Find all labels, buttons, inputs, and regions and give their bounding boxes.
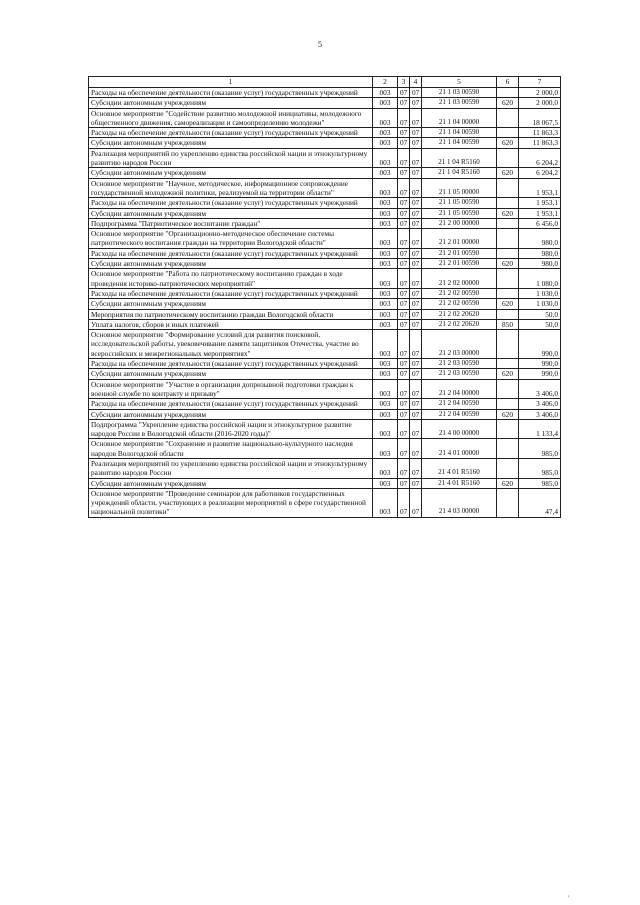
subsection-code-cell: 07 [410,369,422,379]
table-row [89,178,561,198]
expense-type-cell [497,269,519,289]
section-code-cell: 07 [398,138,410,148]
subsection-code-cell: 07 [410,299,422,309]
table-row [89,168,561,178]
amount-cell: 50,0 [519,319,561,329]
subsection-code-cell: 07 [410,248,422,258]
section-code-cell: 07 [398,88,410,98]
expense-type-cell: 620 [497,208,519,218]
table-header-row [89,77,561,88]
table-row [89,439,561,459]
department-code-cell: 003 [373,148,398,168]
department-code-cell: 003 [373,359,398,369]
table-row [89,399,561,409]
expense-name-cell: Расходы на обеспечение деятельности (оказание услуг) государственных учреждений [89,198,373,208]
target-article-cell: 21 4 01 00000 [422,439,497,459]
amount-cell: 1 953,1 [519,198,561,208]
table-row [89,458,561,478]
amount-cell: 11 863,3 [519,128,561,138]
department-code-cell: 003 [373,198,398,208]
column-header: 6 [497,77,519,88]
target-article-cell: 21 2 02 00590 [422,288,497,298]
department-code-cell: 003 [373,299,398,309]
subsection-code-cell: 07 [410,458,422,478]
subsection-code-cell: 07 [410,148,422,168]
expense-name-cell: Расходы на обеспечение деятельности (оказание услуг) государственных учреждений [89,359,373,369]
section-code-cell: 07 [398,359,410,369]
expense-type-cell [497,128,519,138]
section-code-cell: 07 [398,218,410,228]
target-article-cell: 21 1 04 R5160 [422,148,497,168]
expense-name-cell: Субсидии автономным учреждениям [89,259,373,269]
subsection-code-cell: 07 [410,168,422,178]
table-row [89,478,561,488]
expense-name-cell: Расходы на обеспечение деятельности (оказание услуг) государственных учреждений [89,399,373,409]
section-code-cell: 07 [398,108,410,128]
target-article-cell: 21 4 01 R5160 [422,478,497,488]
department-code-cell: 003 [373,269,398,289]
subsection-code-cell: 07 [410,359,422,369]
table-row [89,379,561,399]
column-header: 2 [373,77,398,88]
department-code-cell: 003 [373,458,398,478]
expense-name-cell: Субсидии автономным учреждениям [89,299,373,309]
expense-type-cell [497,330,519,359]
amount-cell: 985,0 [519,458,561,478]
expense-name-cell: Мероприятия по патриотическому воспитанию граждан Вологодской области [89,309,373,319]
target-article-cell: 21 4 00 00000 [422,419,497,439]
subsection-code-cell: 07 [410,198,422,208]
expense-name-cell: Основное мероприятие "Организационно-методическое обеспечение системы патриотического воспитания граждан на территории Вологодской области" [89,229,373,249]
column-header: 4 [410,77,422,88]
department-code-cell: 003 [373,319,398,329]
target-article-cell: 21 2 01 00590 [422,259,497,269]
department-code-cell: 003 [373,409,398,419]
table-row [89,419,561,439]
table-row [89,259,561,269]
section-code-cell: 07 [398,330,410,359]
page-number: 5 [318,40,322,49]
table-row [89,248,561,258]
table-row [89,229,561,249]
amount-cell: 2 000,0 [519,88,561,98]
amount-cell: 1 030,0 [519,288,561,298]
amount-cell: 990,0 [519,369,561,379]
subsection-code-cell: 07 [410,488,422,517]
table-row [89,128,561,138]
subsection-code-cell: 07 [410,269,422,289]
subsection-code-cell: 07 [410,409,422,419]
target-article-cell: 21 2 04 00590 [422,409,497,419]
expense-name-cell: Уплата налогов, сборов и иных платежей [89,319,373,329]
expense-type-cell: 850 [497,319,519,329]
department-code-cell: 003 [373,98,398,108]
expense-name-cell: Расходы на обеспечение деятельности (оказание услуг) государственных учреждений [89,88,373,98]
section-code-cell: 07 [398,288,410,298]
target-article-cell: 21 1 05 00590 [422,208,497,218]
amount-cell: 985,0 [519,478,561,488]
expense-type-cell [497,218,519,228]
table-row [89,309,561,319]
expense-type-cell: 620 [497,299,519,309]
amount-cell: 3 406,0 [519,379,561,399]
expense-type-cell [497,88,519,98]
section-code-cell: 07 [398,269,410,289]
expense-name-cell: Субсидии автономным учреждениям [89,168,373,178]
department-code-cell: 003 [373,330,398,359]
subsection-code-cell: 07 [410,330,422,359]
target-article-cell: 21 1 03 00590 [422,88,497,98]
subsection-code-cell: 07 [410,439,422,459]
department-code-cell: 003 [373,419,398,439]
expense-type-cell: 620 [497,369,519,379]
section-code-cell: 07 [398,319,410,329]
expense-name-cell: Субсидии автономным учреждениям [89,138,373,148]
department-code-cell: 003 [373,208,398,218]
department-code-cell: 003 [373,128,398,138]
section-code-cell: 07 [398,299,410,309]
section-code-cell: 07 [398,399,410,409]
section-code-cell: 07 [398,248,410,258]
target-article-cell: 21 2 02 00000 [422,269,497,289]
subsection-code-cell: 07 [410,319,422,329]
amount-cell: 1 133,4 [519,419,561,439]
expense-name-cell: Основное мероприятие "Научное, методическое, информационное сопровождение государственной молодежной политики, реализуемой на территории области" [89,178,373,198]
department-code-cell: 003 [373,168,398,178]
expense-name-cell: Субсидии автономным учреждениям [89,369,373,379]
expense-type-cell [497,439,519,459]
target-article-cell: 21 2 03 00590 [422,369,497,379]
expense-name-cell: Основное мероприятие "Участие в организации допризывной подготовки граждан к военной службе по контракту и призыву" [89,379,373,399]
amount-cell: 3 406,0 [519,409,561,419]
department-code-cell: 003 [373,218,398,228]
subsection-code-cell: 07 [410,229,422,249]
subsection-code-cell: 07 [410,478,422,488]
department-code-cell: 003 [373,399,398,409]
expense-type-cell [497,229,519,249]
section-code-cell: 07 [398,208,410,218]
department-code-cell: 003 [373,248,398,258]
target-article-cell: 21 2 01 00000 [422,229,497,249]
target-article-cell: 21 2 03 00000 [422,330,497,359]
amount-cell: 990,0 [519,359,561,369]
subsection-code-cell: 07 [410,208,422,218]
amount-cell: 980,0 [519,259,561,269]
expense-type-cell [497,309,519,319]
department-code-cell: 003 [373,478,398,488]
expense-type-cell: 620 [497,409,519,419]
target-article-cell: 21 2 00 00000 [422,218,497,228]
section-code-cell: 07 [398,409,410,419]
section-code-cell: 07 [398,488,410,517]
expense-type-cell: 620 [497,98,519,108]
column-header: 3 [398,77,410,88]
target-article-cell: 21 1 04 00590 [422,128,497,138]
target-article-cell: 21 2 04 00590 [422,399,497,409]
section-code-cell: 07 [398,309,410,319]
department-code-cell: 003 [373,138,398,148]
department-code-cell: 003 [373,488,398,517]
budget-table [88,76,561,518]
target-article-cell: 21 1 05 00590 [422,198,497,208]
expense-type-cell: 620 [497,259,519,269]
amount-cell: 6 204,2 [519,168,561,178]
amount-cell: 980,0 [519,229,561,249]
expense-type-cell: 620 [497,168,519,178]
expense-type-cell: 620 [497,138,519,148]
subsection-code-cell: 07 [410,128,422,138]
amount-cell: 6 456,0 [519,218,561,228]
amount-cell: 2 000,0 [519,98,561,108]
table-row [89,98,561,108]
section-code-cell: 07 [398,148,410,168]
expense-name-cell: Расходы на обеспечение деятельности (оказание услуг) государственных учреждений [89,128,373,138]
table-row [89,218,561,228]
column-header: 1 [89,77,373,88]
expense-name-cell: Основное мероприятие "Формирование условий для развития поисковой, исследовательской работы, увековечивание памяти защитников Отечества, участие во всероссийских и межрегиональных мероприятиях" [89,330,373,359]
department-code-cell: 003 [373,108,398,128]
amount-cell: 980,0 [519,248,561,258]
section-code-cell: 07 [398,419,410,439]
target-article-cell: 21 2 03 00590 [422,359,497,369]
expense-type-cell [497,148,519,168]
section-code-cell: 07 [398,259,410,269]
section-code-cell: 07 [398,458,410,478]
expense-name-cell: Основное мероприятие "Сохранение и развитие национально-культурного наследия народов Вологодской области [89,439,373,459]
table-row [89,488,561,517]
target-article-cell: 21 1 04 00590 [422,138,497,148]
table-row [89,198,561,208]
column-header: 7 [519,77,561,88]
subsection-code-cell: 07 [410,218,422,228]
department-code-cell: 003 [373,259,398,269]
subsection-code-cell: 07 [410,399,422,409]
section-code-cell: 07 [398,478,410,488]
amount-cell: 1 953,1 [519,208,561,218]
table-body [89,77,561,518]
expense-type-cell [497,108,519,128]
target-article-cell: 21 1 04 R5160 [422,168,497,178]
subsection-code-cell: 07 [410,108,422,128]
margin-mark: , [568,892,570,898]
department-code-cell: 003 [373,379,398,399]
subsection-code-cell: 07 [410,98,422,108]
amount-cell: 990,0 [519,330,561,359]
expense-name-cell: Субсидии автономным учреждениям [89,409,373,419]
target-article-cell: 21 2 02 00590 [422,299,497,309]
section-code-cell: 07 [398,379,410,399]
expense-name-cell: Подпрограмма "Патриотическое воспитание граждан" [89,218,373,228]
expense-type-cell [497,419,519,439]
expense-type-cell [497,198,519,208]
expense-type-cell [497,379,519,399]
subsection-code-cell: 07 [410,178,422,198]
subsection-code-cell: 07 [410,309,422,319]
table-row [89,138,561,148]
table-row [89,88,561,98]
amount-cell: 3 406,0 [519,399,561,409]
expense-name-cell: Основное мероприятие "Проведение семинаров для работников государственных учреждений области, участвующих в реализации мероприятий в сфере государственной национальной политики" [89,488,373,517]
expense-name-cell: Подпрограмма "Укрепление единства российской нации и этнокультурное развитие народов России в Вологодской области (2016-2020 годы)" [89,419,373,439]
amount-cell: 18 067,5 [519,108,561,128]
table-row [89,288,561,298]
expense-name-cell: Субсидии автономным учреждениям [89,98,373,108]
expense-name-cell: Основное мероприятие "Работа по патриотическому воспитанию граждан в ходе проведения историко-патриотических мероприятий" [89,269,373,289]
subsection-code-cell: 07 [410,419,422,439]
table-row [89,369,561,379]
expense-name-cell: Реализация мероприятий по укреплению единства российской нации и этнокультурному развитию народов России [89,148,373,168]
target-article-cell: 21 2 04 00000 [422,379,497,399]
expense-name-cell: Субсидии автономным учреждениям [89,208,373,218]
table-row [89,269,561,289]
target-article-cell: 21 2 02 20620 [422,309,497,319]
subsection-code-cell: 07 [410,138,422,148]
section-code-cell: 07 [398,168,410,178]
section-code-cell: 07 [398,369,410,379]
table-row [89,208,561,218]
subsection-code-cell: 07 [410,88,422,98]
amount-cell: 47,4 [519,488,561,517]
department-code-cell: 003 [373,309,398,319]
target-article-cell: 21 1 04 00000 [422,108,497,128]
department-code-cell: 003 [373,229,398,249]
table-row [89,330,561,359]
department-code-cell: 003 [373,439,398,459]
department-code-cell: 003 [373,288,398,298]
section-code-cell: 07 [398,439,410,459]
amount-cell: 11 863,3 [519,138,561,148]
section-code-cell: 07 [398,98,410,108]
target-article-cell: 21 2 02 20620 [422,319,497,329]
table-row [89,409,561,419]
target-article-cell: 21 1 03 00590 [422,98,497,108]
expense-name-cell: Реализация мероприятий по укреплению единства российской нации и этнокультурному развитию народов России [89,458,373,478]
section-code-cell: 07 [398,229,410,249]
target-article-cell: 21 4 03 00000 [422,488,497,517]
target-article-cell: 21 2 01 00590 [422,248,497,258]
subsection-code-cell: 07 [410,288,422,298]
expense-type-cell [497,359,519,369]
section-code-cell: 07 [398,178,410,198]
amount-cell: 1 030,0 [519,299,561,309]
expense-type-cell [497,248,519,258]
section-code-cell: 07 [398,198,410,208]
amount-cell: 50,0 [519,309,561,319]
target-article-cell: 21 1 05 00000 [422,178,497,198]
amount-cell: 985,0 [519,439,561,459]
expense-type-cell [497,288,519,298]
table-row [89,359,561,369]
table-row [89,148,561,168]
amount-cell: 1 953,1 [519,178,561,198]
expense-name-cell: Субсидии автономным учреждениям [89,478,373,488]
expense-name-cell: Расходы на обеспечение деятельности (оказание услуг) государственных учреждений [89,288,373,298]
subsection-code-cell: 07 [410,379,422,399]
department-code-cell: 003 [373,88,398,98]
expense-type-cell [497,178,519,198]
expense-type-cell [497,458,519,478]
column-header: 5 [422,77,497,88]
amount-cell: 6 204,2 [519,148,561,168]
section-code-cell: 07 [398,128,410,138]
expense-type-cell: 620 [497,478,519,488]
table-row [89,319,561,329]
expense-name-cell: Основное мероприятие "Содействие развитию молодежной инициативы, молодежного общественного движения, самореализации и самоопределению молодежи" [89,108,373,128]
expense-type-cell [497,488,519,517]
table-row [89,108,561,128]
expense-type-cell [497,399,519,409]
subsection-code-cell: 07 [410,259,422,269]
department-code-cell: 003 [373,178,398,198]
table-row [89,299,561,309]
expense-name-cell: Расходы на обеспечение деятельности (оказание услуг) государственных учреждений [89,248,373,258]
department-code-cell: 003 [373,369,398,379]
amount-cell: 1 080,0 [519,269,561,289]
target-article-cell: 21 4 01 R5160 [422,458,497,478]
